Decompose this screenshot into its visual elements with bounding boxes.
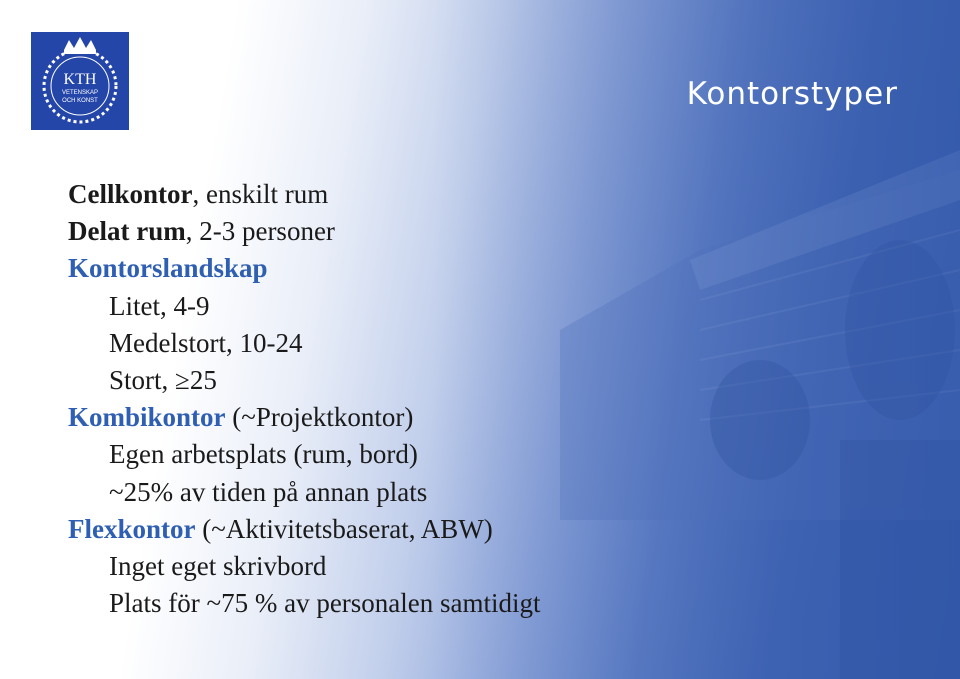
sub-item-plats-for-personal: Plats för ~75 % av personalen samtidigt bbox=[109, 588, 541, 619]
sub-item-annan-plats: ~25% av tiden på annan plats bbox=[109, 476, 428, 507]
sub-item-stort: Stort, ≥25 bbox=[109, 365, 217, 396]
sub-item-litet: Litet, 4-9 bbox=[109, 290, 210, 321]
sub-item-medelstort: Medelstort, 10-24 bbox=[109, 327, 303, 358]
list-item-cellkontor: Cellkontor, enskilt rum bbox=[68, 179, 329, 209]
svg-text:KTH: KTH bbox=[63, 71, 97, 88]
sub-item-egen-arbetsplats: Egen arbetsplats (rum, bord) bbox=[109, 439, 418, 470]
list-item-kontorslandskap: Kontorslandskap bbox=[68, 253, 268, 284]
svg-text:VETENSKAP: VETENSKAP bbox=[61, 90, 99, 96]
kth-logo bbox=[31, 32, 129, 130]
list-item-kombikontor: Kombikontor (~Projektkontor) bbox=[68, 402, 414, 433]
slide-title: Kontorstyper bbox=[686, 76, 898, 112]
svg-text:OCH KONST: OCH KONST bbox=[62, 98, 98, 104]
sub-item-inget-skrivbord: Inget eget skrivbord bbox=[109, 551, 327, 582]
list-item-flexkontor: Flexkontor (~Aktivitetsbaserat, ABW) bbox=[68, 513, 493, 544]
list-item-delat-rum: Delat rum, 2-3 personer bbox=[68, 216, 335, 247]
office-types-list bbox=[68, 176, 768, 622]
